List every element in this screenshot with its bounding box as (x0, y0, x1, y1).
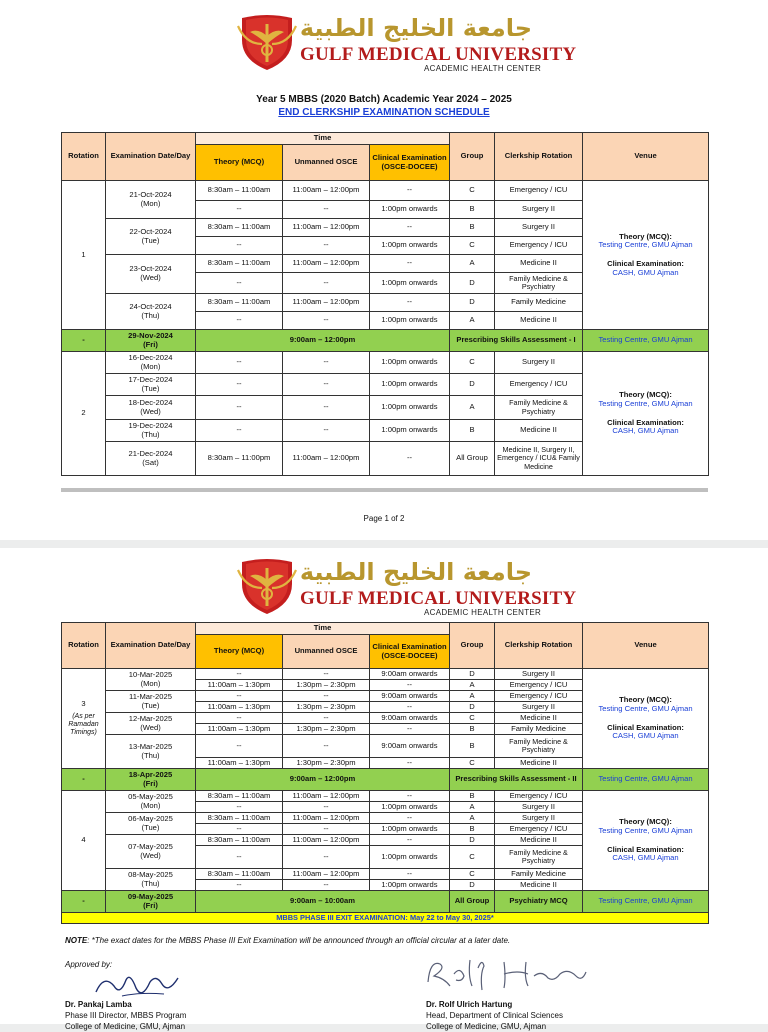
clinical-time: 1:00pm onwards (370, 824, 450, 835)
theory-time: 11:00am – 1:30pm (196, 702, 283, 713)
exam-day: (Fri) (143, 339, 158, 349)
exam-date-cell (106, 442, 196, 476)
group: B (450, 791, 495, 802)
clinical-time: 9:00am onwards (370, 691, 450, 702)
clerkship-rotation: Surgery II (495, 352, 583, 374)
clerkship-rotation: Family Medicine & Psychiatry (495, 735, 583, 758)
clerkship-rotation: Emergency / ICU (495, 237, 583, 255)
logo-subtitle: ACADEMIC HEALTH CENTER (424, 64, 542, 73)
clinical-time: 1:00pm onwards (370, 273, 450, 294)
assessment-row (62, 891, 709, 913)
header-group: Group (450, 623, 495, 669)
clinical-time: -- (370, 869, 450, 880)
signer-1-name: Dr. Pankaj Lamba (65, 1000, 132, 1009)
osce-time: 11:00am – 12:00pm (283, 813, 370, 824)
osce-time: 11:00am – 12:00pm (283, 442, 370, 476)
osce-time: 11:00am – 12:00pm (283, 835, 370, 846)
group: B (450, 824, 495, 835)
shield-emblem-icon (236, 14, 298, 72)
signer-2-name: Dr. Rolf Ulrich Hartung (426, 1000, 513, 1009)
group: C (450, 181, 495, 201)
group: D (450, 880, 495, 891)
theory-time: 8:30am – 11:00pm (196, 442, 283, 476)
exam-date: 18-Dec-2024 (128, 397, 173, 407)
group: A (450, 680, 495, 691)
clerkship-rotation: Emergency / ICU (495, 181, 583, 201)
clinical-time: -- (370, 758, 450, 769)
exam-date-cell (106, 181, 196, 219)
exam-date-cell (106, 735, 196, 769)
exam-date: 10-Mar-2025 (128, 669, 173, 679)
exam-date-cell (106, 219, 196, 255)
group: D (450, 374, 495, 396)
venue-clinical-value: CASH, GMU Ajman (612, 853, 679, 863)
group: C (450, 846, 495, 869)
assessment-time: 9:00am – 12:00pm (196, 769, 450, 791)
clerkship-rotation: Emergency / ICU (495, 374, 583, 396)
osce-time: -- (283, 273, 370, 294)
osce-time: -- (283, 352, 370, 374)
clinical-time: 1:00pm onwards (370, 374, 450, 396)
exam-date: 05-May-2025 (128, 791, 173, 801)
venue-clinical-label: Clinical Examination: (607, 417, 684, 427)
clerkship-rotation: Medicine II (495, 880, 583, 891)
assessment-row (62, 769, 709, 791)
venue-clinical-value: CASH, GMU Ajman (612, 426, 679, 436)
exam-date-cell (106, 374, 196, 396)
theory-time: -- (196, 846, 283, 869)
exam-day: (Sat) (142, 457, 159, 467)
exam-day: (Tue) (141, 383, 160, 393)
venue-clinical-value: CASH, GMU Ajman (612, 731, 679, 741)
exam-date: 12-Mar-2025 (128, 713, 173, 723)
logo-university-name: GULF MEDICAL UNIVERSITY (300, 588, 577, 609)
group: C (450, 758, 495, 769)
page-number: Page 1 of 2 (363, 514, 405, 523)
exam-date-cell (106, 813, 196, 835)
clerkship-rotation: Family Medicine (495, 869, 583, 880)
header-clinical: Clinical Examination (OSCE-DOCEE) (370, 145, 450, 181)
exam-day: (Mon) (140, 800, 161, 810)
theory-time: 8:30am – 11:00am (196, 835, 283, 846)
signer-block-2 (426, 1000, 563, 1032)
rotation-number: 4 (62, 791, 106, 891)
venue-theory-value: Testing Centre, GMU Ajman (598, 240, 693, 250)
exam-date: 23-Oct-2024 (129, 264, 172, 274)
signer-2-title: Head, Department of Clinical Sciences (426, 1010, 563, 1020)
group: D (450, 835, 495, 846)
clinical-time: -- (370, 680, 450, 691)
clinical-time: -- (370, 813, 450, 824)
signature-rolf-hartung (420, 952, 590, 996)
venue-theory-label: Theory (MCQ): (619, 695, 672, 705)
venue-theory-label: Theory (MCQ): (619, 817, 672, 827)
assessment-group: All Group (450, 891, 495, 913)
logo-university-name: GULF MEDICAL UNIVERSITY (300, 44, 577, 65)
clinical-time: 9:00am onwards (370, 669, 450, 680)
assessment-venue: Testing Centre, GMU Ajman (583, 769, 709, 791)
exam-day: (Fri) (143, 900, 158, 910)
group: A (450, 396, 495, 420)
header-clerkship: Clerkship Rotation (495, 623, 583, 669)
clinical-time: 1:00pm onwards (370, 420, 450, 442)
clerkship-rotation: Medicine II (495, 312, 583, 330)
exit-exam-row (62, 913, 709, 924)
clinical-time: -- (370, 294, 450, 312)
group: C (450, 237, 495, 255)
clinical-time: -- (370, 181, 450, 201)
clerkship-rotation: Surgery II (495, 813, 583, 824)
osce-time: 11:00am – 12:00pm (283, 791, 370, 802)
header-exam-date: Examination Date/Day (106, 623, 196, 669)
clinical-time: -- (370, 255, 450, 273)
exam-day: (Wed) (140, 850, 161, 860)
exam-day: (Thu) (141, 310, 160, 320)
clinical-time: -- (370, 835, 450, 846)
group: A (450, 691, 495, 702)
exam-date: 22-Oct-2024 (129, 226, 172, 236)
rotation-dash: - (62, 769, 106, 791)
clerkship-rotation: Surgery II (495, 702, 583, 713)
theory-time: -- (196, 201, 283, 219)
theory-time: -- (196, 735, 283, 758)
exam-date-cell (106, 869, 196, 891)
group: D (450, 702, 495, 713)
exam-date: 19-Dec-2024 (128, 420, 173, 430)
exam-day: (Wed) (140, 273, 161, 282)
theory-time: -- (196, 273, 283, 294)
document-subtitle: END CLERKSHIP EXAMINATION SCHEDULE (278, 107, 490, 118)
clerkship-rotation: Surgery II (495, 802, 583, 813)
header-time: Time (196, 623, 450, 635)
theory-time: 8:30am – 11:00am (196, 294, 283, 312)
theory-time: -- (196, 880, 283, 891)
assessment-time: 9:00am – 12:00pm (196, 330, 450, 352)
exam-day: (Wed) (140, 722, 161, 732)
group: D (450, 273, 495, 294)
venue-theory-value: Testing Centre, GMU Ajman (598, 398, 693, 408)
theory-time: -- (196, 713, 283, 724)
clerkship-rotation: Family Medicine (495, 294, 583, 312)
rotation-dash: - (62, 330, 106, 352)
osce-time: -- (283, 735, 370, 758)
header-exam-date: Examination Date/Day (106, 133, 196, 181)
header-osce: Unmanned OSCE (283, 635, 370, 669)
clerkship-rotation: Emergency / ICU (495, 824, 583, 835)
exam-date: 24-Oct-2024 (129, 301, 172, 311)
assessment-venue: Testing Centre, GMU Ajman (583, 891, 709, 913)
assessment-label: Prescribing Skills Assessment - I (450, 330, 583, 352)
osce-time: -- (283, 237, 370, 255)
venue-clinical-value: CASH, GMU Ajman (612, 267, 679, 277)
exam-day: (Fri) (143, 778, 158, 788)
clinical-time: 1:00pm onwards (370, 201, 450, 219)
clinical-time: 1:00pm onwards (370, 802, 450, 813)
footnote (65, 936, 510, 945)
exam-day: (Tue) (141, 822, 160, 832)
group: C (450, 352, 495, 374)
exam-date: 18-Apr-2025 (128, 769, 173, 779)
theory-time: 8:30am – 11:00am (196, 181, 283, 201)
clerkship-rotation: Family Medicine & Psychiatry (495, 396, 583, 420)
rotation-number-cell (62, 669, 106, 769)
clerkship-rotation: Surgery II (495, 669, 583, 680)
group: C (450, 869, 495, 880)
theory-time: 11:00am – 1:30pm (196, 758, 283, 769)
exam-date-cell (106, 352, 196, 374)
document-page-2 (0, 548, 768, 1031)
approved-by-label: Approved by: (65, 960, 113, 969)
header-theory: Theory (MCQ) (196, 635, 283, 669)
exam-date: 13-Mar-2025 (128, 741, 173, 751)
logo-arabic-text: جامعة الخليج الطبية (299, 14, 532, 42)
exam-date-cell (106, 669, 196, 691)
osce-time: -- (283, 420, 370, 442)
osce-time: -- (283, 713, 370, 724)
theory-time: -- (196, 420, 283, 442)
exam-date: 08-May-2025 (128, 869, 173, 879)
exam-day: (Thu) (141, 750, 160, 760)
shield-emblem-icon (236, 558, 298, 616)
header-venue: Venue (583, 623, 709, 669)
logo-subtitle: ACADEMIC HEALTH CENTER (424, 608, 542, 617)
exam-date: 06-May-2025 (128, 813, 173, 823)
osce-time: -- (283, 802, 370, 813)
clerkship-rotation: Medicine II (495, 420, 583, 442)
exam-date-cell (106, 791, 196, 813)
clinical-time: -- (370, 702, 450, 713)
osce-time: -- (283, 396, 370, 420)
clerkship-rotation: Emergency / ICU (495, 791, 583, 802)
header-theory: Theory (MCQ) (196, 145, 283, 181)
schedule-table-page-2 (61, 622, 709, 924)
group: B (450, 201, 495, 219)
theory-time: -- (196, 824, 283, 835)
assessment-time: 9:00am – 10:00am (196, 891, 450, 913)
exam-day: (Tue) (141, 700, 160, 710)
group: B (450, 420, 495, 442)
osce-time: -- (283, 201, 370, 219)
clinical-time: 9:00am onwards (370, 735, 450, 758)
exam-date: 17-Dec-2024 (128, 374, 173, 384)
exam-date-cell (106, 396, 196, 420)
note-text: : *The exact dates for the MBBS Phase III Exit Examination will be announced through an official circular at a later date. (87, 936, 511, 945)
theory-time: 8:30am – 11:00am (196, 813, 283, 824)
header-clerkship: Clerkship Rotation (495, 133, 583, 181)
exam-day: (Mon) (140, 198, 161, 208)
venue-clinical-label: Clinical Examination: (607, 722, 684, 732)
osce-time: 11:00am – 12:00pm (283, 869, 370, 880)
osce-time: 1:30pm – 2:30pm (283, 680, 370, 691)
theory-time: -- (196, 374, 283, 396)
theory-time: -- (196, 312, 283, 330)
clinical-time: -- (370, 442, 450, 476)
theory-time: 8:30am – 11:00am (196, 869, 283, 880)
note-label: NOTE (65, 936, 88, 945)
venue-cell (583, 181, 709, 330)
group: B (450, 219, 495, 237)
group: A (450, 802, 495, 813)
theory-time: 8:30am – 11:00am (196, 219, 283, 237)
exam-date-cell (106, 255, 196, 294)
exam-day: (Tue) (141, 235, 160, 245)
osce-time: 1:30pm – 2:30pm (283, 702, 370, 713)
clinical-time: 1:00pm onwards (370, 312, 450, 330)
rotation-dash: - (62, 891, 106, 913)
theory-time: 11:00am – 1:30pm (196, 680, 283, 691)
osce-time: -- (283, 691, 370, 702)
exam-date-cell (106, 294, 196, 330)
osce-time: 11:00am – 12:00pm (283, 294, 370, 312)
clinical-time: 1:00pm onwards (370, 880, 450, 891)
theory-time: -- (196, 691, 283, 702)
schedule-table-page-1 (61, 132, 709, 476)
osce-time: -- (283, 312, 370, 330)
exam-date: 09-May-2025 (127, 891, 174, 901)
osce-time: 11:00am – 12:00pm (283, 219, 370, 237)
header-rotation: Rotation (62, 133, 106, 181)
clerkship-rotation: Family Medicine (495, 724, 583, 735)
header-time: Time (196, 133, 450, 145)
theory-time: 11:00am – 1:30pm (196, 724, 283, 735)
osce-time: 1:30pm – 2:30pm (283, 758, 370, 769)
clerkship-rotation: Surgery II (495, 201, 583, 219)
clinical-time: -- (370, 724, 450, 735)
exam-day: (Thu) (141, 878, 160, 888)
rotation-number: 2 (62, 352, 106, 476)
clinical-time: 1:00pm onwards (370, 396, 450, 420)
exam-date: 11-Mar-2025 (129, 691, 172, 701)
signature-pankaj-lamba (92, 966, 182, 1002)
venue-theory-label: Theory (MCQ): (619, 390, 672, 400)
clinical-time: 9:00am onwards (370, 713, 450, 724)
signer-1-college: College of Medicine, GMU, Ajman (65, 1021, 186, 1031)
clerkship-rotation: Emergency / ICU (495, 691, 583, 702)
exam-date: 21-Dec-2024 (128, 448, 173, 458)
exam-day: (Wed) (140, 406, 161, 416)
osce-time: -- (283, 824, 370, 835)
rotation-number: 3 (81, 699, 86, 709)
signer-2-college: College of Medicine, GMU, Ajman (426, 1021, 547, 1031)
group: A (450, 813, 495, 824)
assessment-venue: Testing Centre, GMU Ajman (583, 330, 709, 352)
group: A (450, 312, 495, 330)
header-group: Group (450, 133, 495, 181)
exit-exam-banner: MBBS PHASE III EXIT EXAMINATION: May 22 to May 30, 2025* (62, 913, 709, 924)
clerkship-rotation: Family Medicine & Psychiatry (495, 273, 583, 294)
group: B (450, 724, 495, 735)
exam-date: 29-Nov-2024 (128, 330, 173, 340)
header-clinical: Clinical Examination (OSCE-DOCEE) (370, 635, 450, 669)
clinical-time: 1:00pm onwards (370, 352, 450, 374)
exam-date-cell (106, 330, 196, 352)
exam-date-cell (106, 769, 196, 791)
venue-theory-label: Theory (MCQ): (619, 231, 672, 241)
signer-block-1 (65, 1000, 186, 1032)
clerkship-rotation: Emergency / ICU (495, 680, 583, 691)
theory-time: -- (196, 669, 283, 680)
clerkship-rotation: Medicine II (495, 713, 583, 724)
exam-day: (Thu) (141, 429, 160, 439)
university-logo (236, 14, 577, 73)
signer-1-title: Phase III Director, MBBS Program (65, 1010, 187, 1020)
theory-time: -- (196, 802, 283, 813)
venue-clinical-label: Clinical Examination: (607, 844, 684, 854)
clerkship-rotation: Medicine II (495, 255, 583, 273)
osce-time: 11:00am – 12:00pm (283, 181, 370, 201)
osce-time: -- (283, 880, 370, 891)
header-rotation: Rotation (62, 623, 106, 669)
assessment-row (62, 330, 709, 352)
venue-cell (583, 669, 709, 769)
exam-date-cell (106, 691, 196, 713)
header-osce: Unmanned OSCE (283, 145, 370, 181)
exam-date-cell (106, 713, 196, 735)
group: D (450, 294, 495, 312)
table-footer-bar (61, 488, 708, 492)
group: D (450, 669, 495, 680)
university-logo (236, 558, 577, 617)
exam-day: (Mon) (140, 678, 161, 688)
document-title: Year 5 MBBS (2020 Batch) Academic Year 2024 – 2025 (256, 94, 512, 105)
venue-theory-value: Testing Centre, GMU Ajman (598, 825, 693, 835)
theory-time: -- (196, 352, 283, 374)
assessment-label: Prescribing Skills Assessment - II (450, 769, 583, 791)
theory-time: -- (196, 396, 283, 420)
clerkship-rotation: Surgery II (495, 219, 583, 237)
clerkship-rotation: Medicine II, Surgery II, Emergency / ICU& Family Medicine (495, 442, 583, 476)
rotation-number: 1 (62, 181, 106, 330)
clinical-time: 1:00pm onwards (370, 237, 450, 255)
osce-time: -- (283, 846, 370, 869)
osce-time: -- (283, 669, 370, 680)
exam-date: 07-May-2025 (128, 841, 173, 851)
venue-cell (583, 352, 709, 476)
group: B (450, 735, 495, 758)
osce-time: 1:30pm – 2:30pm (283, 724, 370, 735)
assessment-label: Psychiatry MCQ (495, 891, 583, 913)
exam-date-cell (106, 891, 196, 913)
header-venue: Venue (583, 133, 709, 181)
clerkship-rotation: Family Medicine & Psychiatry (495, 846, 583, 869)
clinical-time: -- (370, 791, 450, 802)
clerkship-rotation: Medicine II (495, 758, 583, 769)
venue-theory-value: Testing Centre, GMU Ajman (598, 703, 693, 713)
osce-time: -- (283, 374, 370, 396)
group: All Group (450, 442, 495, 476)
group: C (450, 713, 495, 724)
clinical-time: -- (370, 219, 450, 237)
osce-time: 11:00am – 12:00pm (283, 255, 370, 273)
clinical-time: 1:00pm onwards (370, 846, 450, 869)
logo-arabic-text: جامعة الخليج الطبية (299, 558, 532, 586)
exam-date: 21-Oct-2024 (129, 189, 172, 199)
theory-time: 8:30am – 11:00am (196, 791, 283, 802)
clerkship-rotation: Medicine II (495, 835, 583, 846)
theory-time: 8:30am – 11:00am (196, 255, 283, 273)
exam-day: (Mon) (140, 361, 161, 371)
exam-date-cell (106, 420, 196, 442)
exam-date: 16-Dec-2024 (128, 352, 173, 362)
exam-date-cell (106, 835, 196, 869)
venue-cell (583, 791, 709, 891)
venue-clinical-label: Clinical Examination: (607, 259, 684, 268)
theory-time: -- (196, 237, 283, 255)
ramadan-note: (As per Ramadan Timings) (68, 712, 99, 736)
group: A (450, 255, 495, 273)
